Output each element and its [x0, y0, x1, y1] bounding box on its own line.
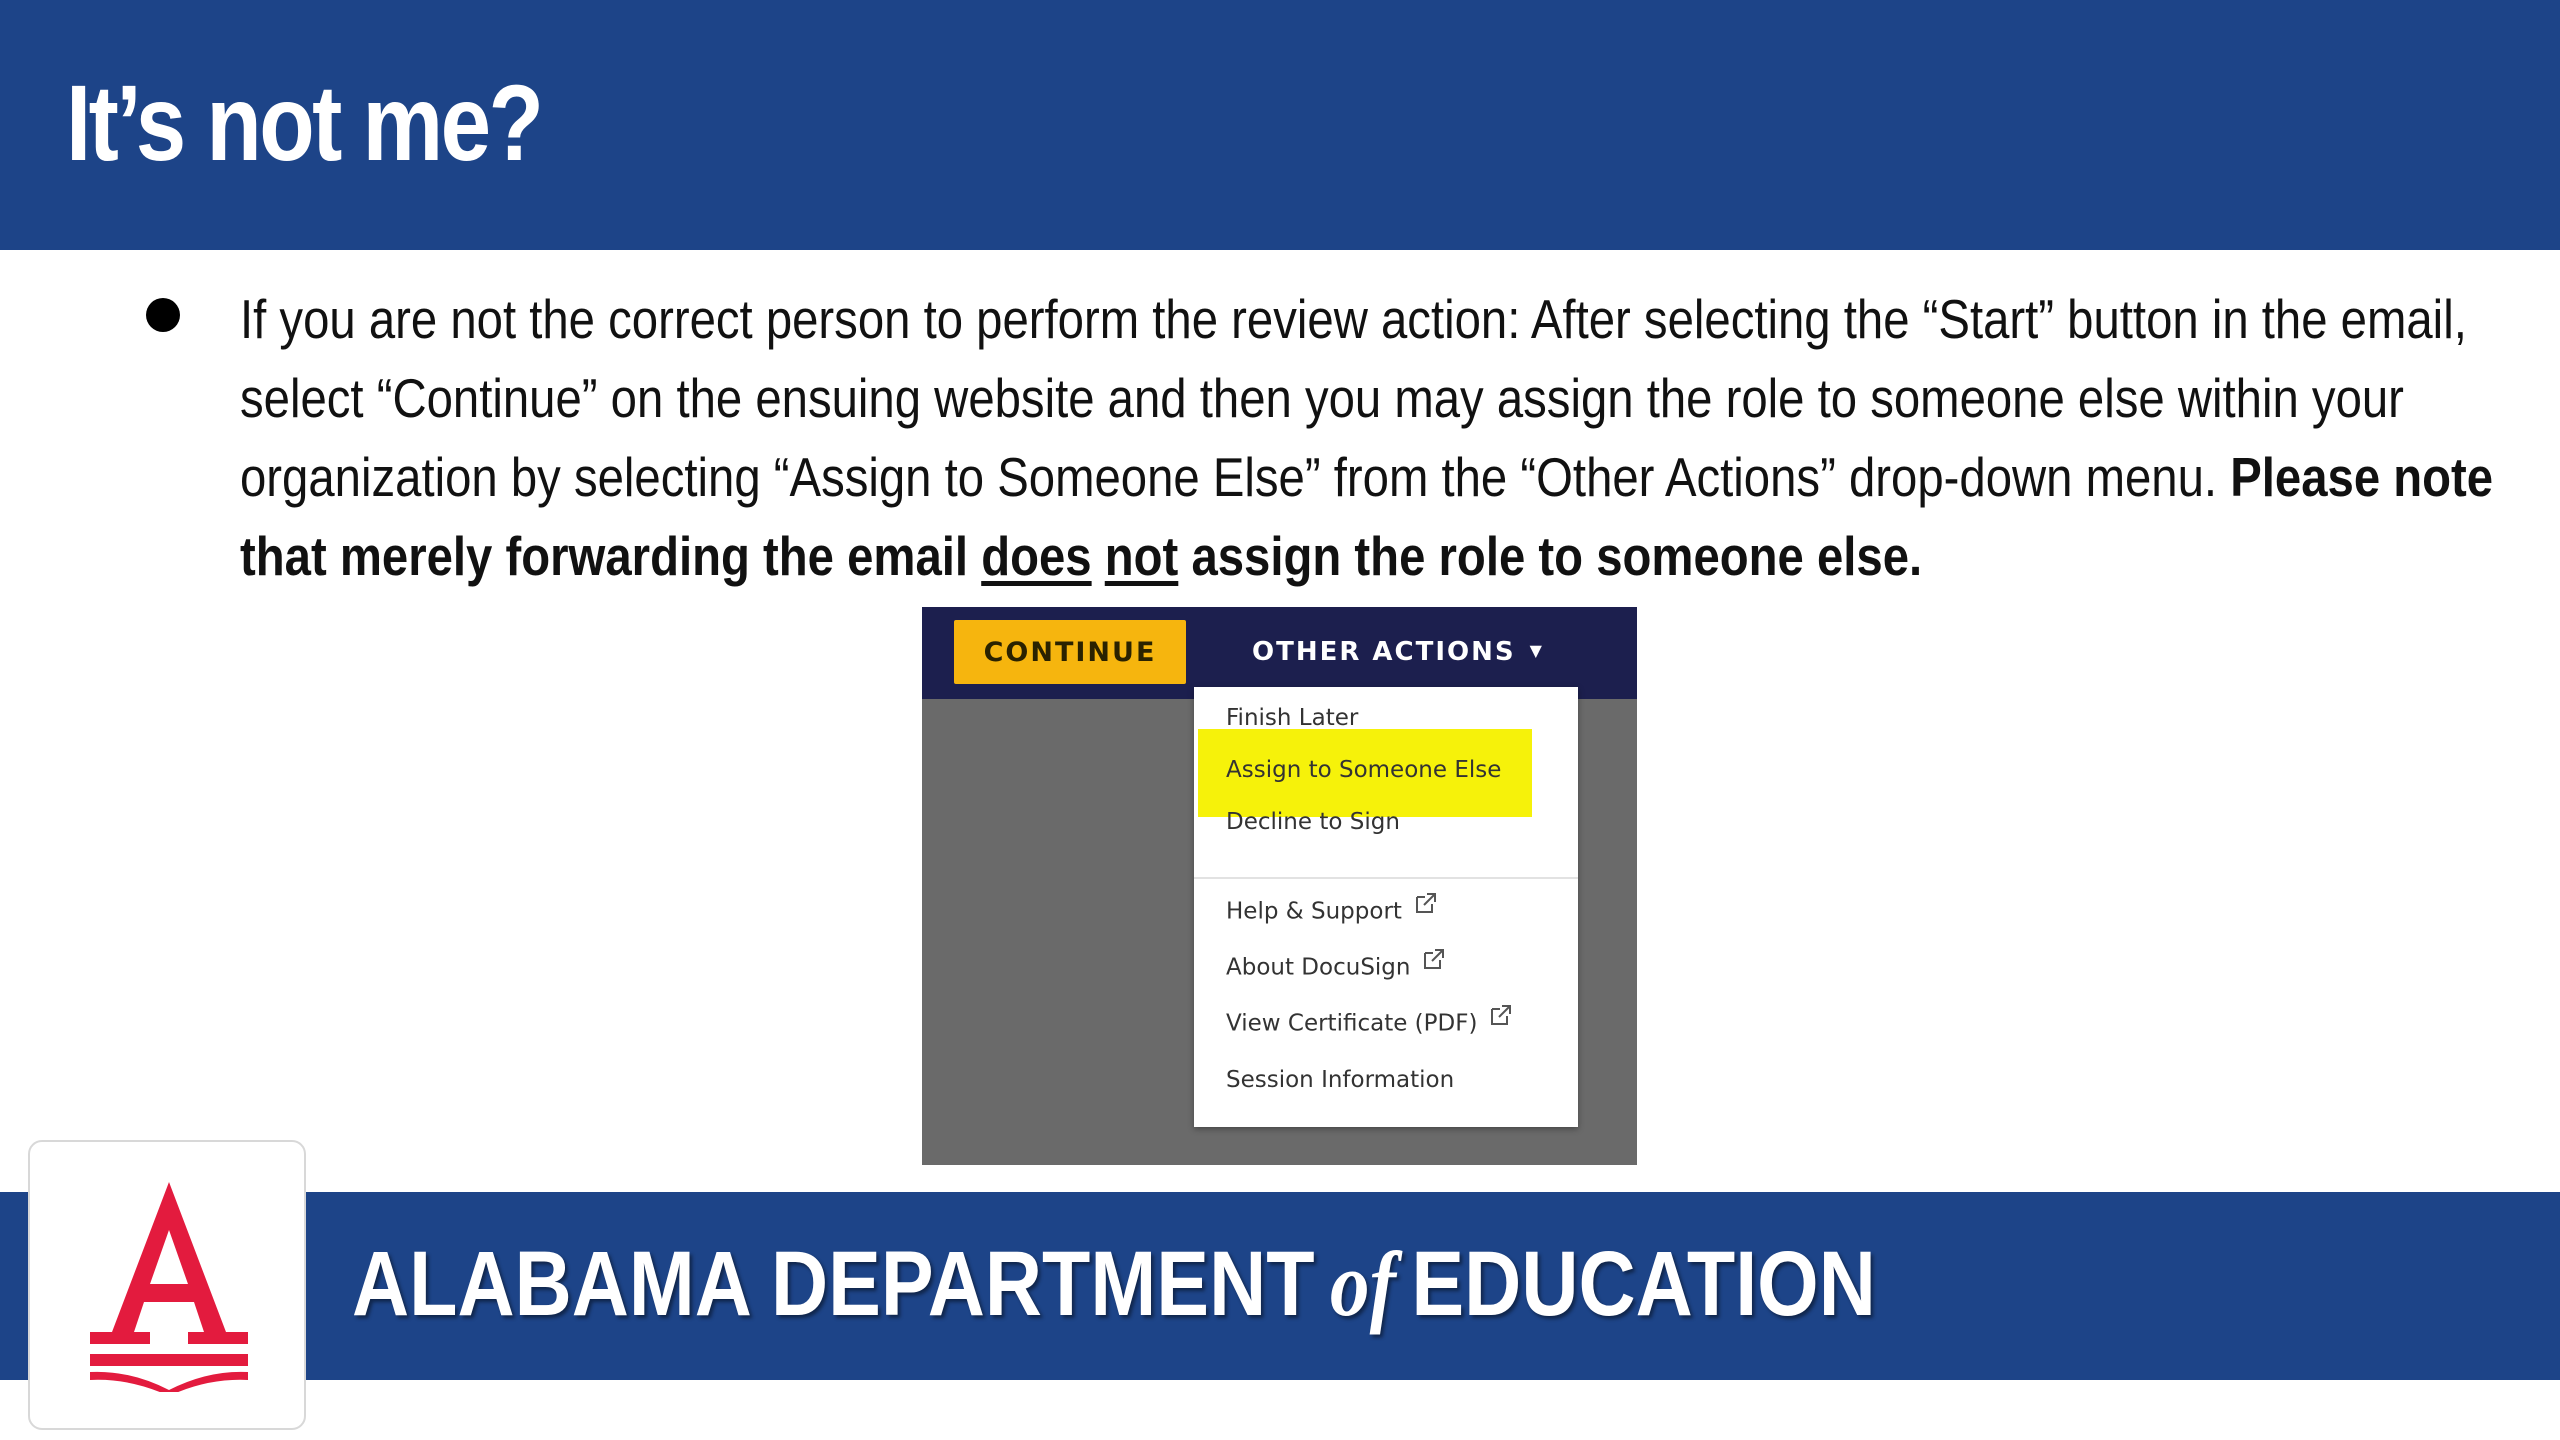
slide-title: It’s not me? — [66, 62, 542, 183]
docusign-screenshot — [922, 607, 1637, 1165]
external-link-icon — [1414, 891, 1438, 921]
menu-item-decline-to-sign[interactable]: Decline to Sign — [1226, 809, 1400, 835]
menu-item-about-docusign[interactable] — [1226, 953, 1446, 983]
menu-item-view-certificate[interactable] — [1226, 1009, 1513, 1039]
continue-button[interactable]: CONTINUE — [954, 620, 1186, 684]
underline-does: does — [981, 525, 1092, 587]
menu-divider — [1194, 877, 1578, 879]
view-certificate-label: View Certificate (PDF) — [1226, 1010, 1478, 1037]
other-actions-dropdown[interactable] — [1252, 620, 1544, 684]
bold-end: assign the role to someone else. — [1178, 525, 1923, 587]
menu-item-assign-someone-else[interactable]: Assign to Someone Else — [1226, 757, 1502, 783]
bullet-dot — [146, 298, 180, 332]
org-name-part1: ALABAMA DEPARTMENT — [352, 1233, 1315, 1335]
about-docusign-label: About DocuSign — [1226, 954, 1411, 981]
org-name-of: of — [1330, 1233, 1396, 1335]
external-link-icon — [1422, 947, 1446, 977]
underline-not: not — [1104, 525, 1179, 587]
caret-down-icon: ▼ — [1529, 640, 1544, 660]
bullet-text — [240, 280, 2493, 596]
alsde-a-logo-icon — [70, 1182, 268, 1392]
menu-item-finish-later[interactable]: Finish Later — [1226, 705, 1359, 731]
footer-org-name — [352, 1228, 1876, 1340]
other-actions-label: OTHER ACTIONS — [1252, 637, 1516, 667]
bold-start: Please note that merely forwarding the email — [240, 446, 2494, 587]
menu-item-help-support[interactable] — [1226, 897, 1438, 927]
menu-item-session-information[interactable]: Session Information — [1226, 1067, 1455, 1093]
bullet-intro: If you are not the correct person to perform the review action: After selecting the “Start” button in the email, select “Continue” on the ensuing website and then you may assign the role to someone else within your organization by selecting “Assign to Someone Else” from the “Other Actions” drop-down menu. — [240, 288, 2467, 508]
other-actions-menu — [1194, 687, 1578, 1127]
org-name-part2: EDUCATION — [1411, 1233, 1876, 1335]
action-bar — [922, 607, 1637, 699]
alsde-logo — [28, 1140, 306, 1430]
bold-space — [1092, 525, 1105, 587]
external-link-icon — [1489, 1003, 1513, 1033]
help-support-label: Help & Support — [1226, 898, 1402, 925]
